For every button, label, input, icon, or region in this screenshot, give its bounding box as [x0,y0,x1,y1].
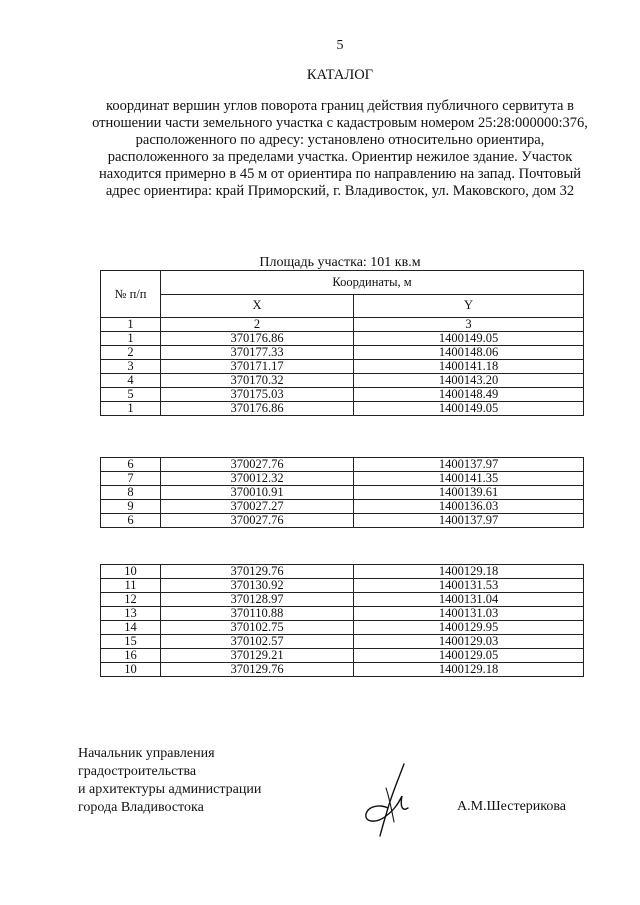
y-coordinate-cell: 1400137.97 [354,514,584,528]
x-coordinate-cell: 370110.88 [161,607,354,621]
point-number-cell: 13 [101,607,161,621]
table-row [101,374,584,388]
table-row [101,486,584,500]
intro-line: адрес ориентира: край Приморский, г. Владивосток, ул. Маковского, дом 32 [105,183,575,199]
y-coordinate-cell: 1400131.04 [354,593,584,607]
x-coordinate-cell: 370027.76 [161,458,354,472]
x-coordinate-cell: 370171.17 [161,360,354,374]
intro-paragraph [60,98,620,200]
coordinates-table-contour-1 [100,270,584,416]
x-coordinate-cell: 370130.92 [161,579,354,593]
y-coordinate-cell: 1400148.49 [354,388,584,402]
header-x: X [161,294,354,318]
point-number-cell: 3 [101,360,161,374]
y-coordinate-cell: 1400129.05 [354,649,584,663]
table-row [101,458,584,472]
y-coordinate-cell: 1400129.95 [354,621,584,635]
header-index: 1 [101,318,161,332]
x-coordinate-cell: 370176.86 [161,332,354,346]
y-coordinate-cell: 1400141.35 [354,472,584,486]
y-coordinate-cell: 1400148.06 [354,346,584,360]
table-row [101,663,584,677]
point-number-cell: 14 [101,621,161,635]
intro-line: отношении части земельного участка с кадастровым номером 25:28:000000:376, [92,115,588,131]
table-row [101,621,584,635]
x-coordinate-cell: 370170.32 [161,374,354,388]
y-coordinate-cell: 1400143.20 [354,374,584,388]
y-coordinate-cell: 1400129.03 [354,635,584,649]
x-coordinate-cell: 370129.76 [161,565,354,579]
y-coordinate-cell: 1400141.18 [354,360,584,374]
point-number-cell: 1 [101,402,161,416]
y-coordinate-cell: 1400139.61 [354,486,584,500]
y-coordinate-cell: 1400149.05 [354,332,584,346]
header-y: Y [354,294,584,318]
table-row [101,500,584,514]
table-row [101,332,584,346]
point-number-cell: 5 [101,388,161,402]
header-num: № п/п [101,271,161,318]
signer-name: А.М.Шестерикова [457,799,567,814]
intro-line: расположенного по адресу: установлено относительно ориентира, [135,132,545,148]
y-coordinate-cell: 1400137.97 [354,458,584,472]
header-index-row [101,318,584,332]
point-number-cell: 12 [101,593,161,607]
point-number-cell: 6 [101,458,161,472]
table-row [101,388,584,402]
intro-line: находится примерно в 45 м от ориентира по направлению на запад. Почтовый [98,166,582,182]
x-coordinate-cell: 370102.57 [161,635,354,649]
point-number-cell: 10 [101,565,161,579]
y-coordinate-cell: 1400131.53 [354,579,584,593]
point-number-cell: 16 [101,649,161,663]
coordinates-table-contour-2 [100,457,584,528]
position-line: градостроительства [78,764,197,779]
table-row [101,360,584,374]
point-number-cell: 1 [101,332,161,346]
table-row [101,514,584,528]
point-number-cell: 15 [101,635,161,649]
x-coordinate-cell: 370012.32 [161,472,354,486]
x-coordinate-cell: 370175.03 [161,388,354,402]
point-number-cell: 10 [101,663,161,677]
x-coordinate-cell: 370102.75 [161,621,354,635]
table-row [101,346,584,360]
table-row [101,593,584,607]
y-coordinate-cell: 1400129.18 [354,565,584,579]
point-number-cell: 9 [101,500,161,514]
table-row [101,402,584,416]
x-coordinate-cell: 370177.33 [161,346,354,360]
intro-line: координат вершин углов поворота границ действия публичного сервитута в [106,98,574,114]
position-line: Начальник управления [78,746,215,761]
document-title: КАТАЛОГ [306,67,374,83]
y-coordinate-cell: 1400149.05 [354,402,584,416]
header-coordinates: Координаты, м [161,271,584,295]
point-number-cell: 2 [101,346,161,360]
area-label: Площадь участка: 101 кв.м [259,255,421,270]
point-number-cell: 11 [101,579,161,593]
y-coordinate-cell: 1400129.18 [354,663,584,677]
y-coordinate-cell: 1400136.03 [354,500,584,514]
table-row [101,607,584,621]
table-row [101,565,584,579]
table-row [101,649,584,663]
table-row [101,472,584,486]
x-coordinate-cell: 370129.76 [161,663,354,677]
x-coordinate-cell: 370027.76 [161,514,354,528]
point-number-cell: 6 [101,514,161,528]
coordinates-table-contour-3 [100,564,584,677]
intro-line: расположенного за пределами участка. Ориентир нежилое здание. Участок [107,149,573,165]
handwritten-signature [358,760,418,840]
position-line: и архитектуры администрации [78,782,262,797]
header-index: 3 [354,318,584,332]
point-number-cell: 4 [101,374,161,388]
signatory-position [78,745,261,817]
x-coordinate-cell: 370129.21 [161,649,354,663]
x-coordinate-cell: 370128.97 [161,593,354,607]
x-coordinate-cell: 370176.86 [161,402,354,416]
x-coordinate-cell: 370010.91 [161,486,354,500]
x-coordinate-cell: 370027.27 [161,500,354,514]
point-number-cell: 8 [101,486,161,500]
y-coordinate-cell: 1400131.03 [354,607,584,621]
page-number: 5 [336,38,344,53]
table-row [101,579,584,593]
header-index: 2 [161,318,354,332]
table-row [101,635,584,649]
position-line: города Владивостока [78,800,204,815]
point-number-cell: 7 [101,472,161,486]
